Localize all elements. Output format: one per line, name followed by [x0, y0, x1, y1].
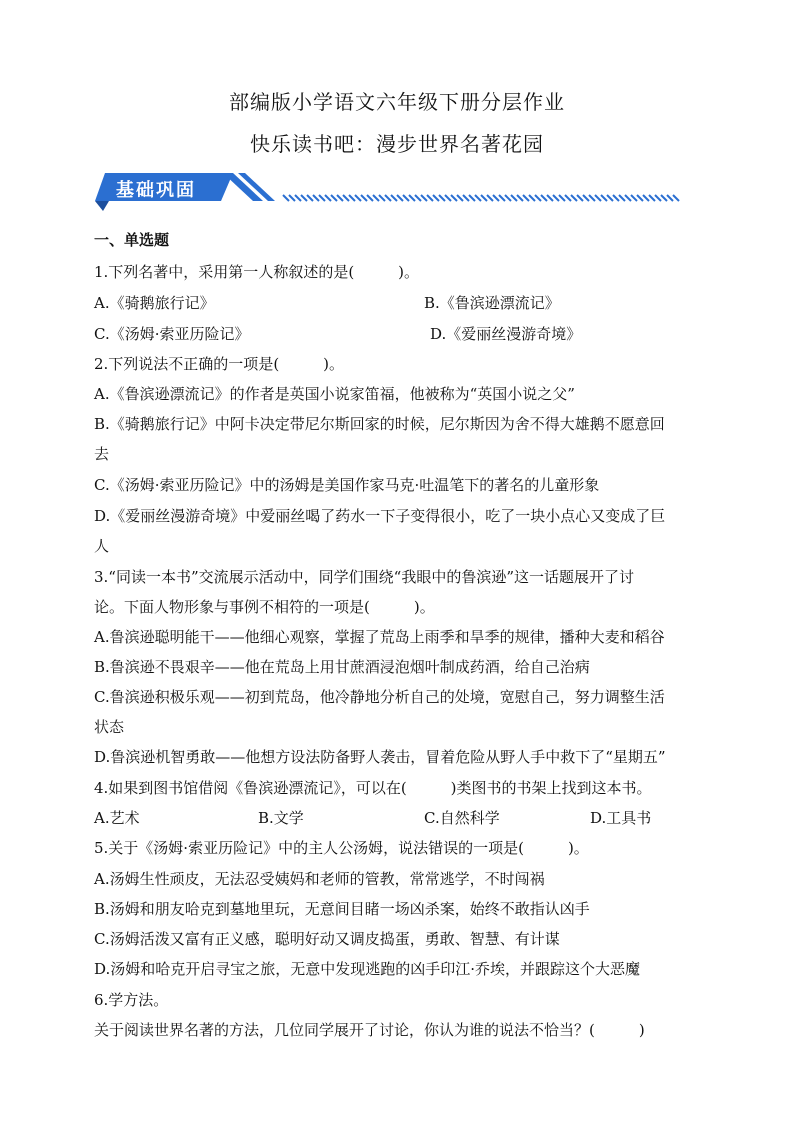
banner-hatch-stripe [535, 195, 541, 201]
question-5-option-c[interactable]: C.汤姆活泼又富有正义感，聪明好动又调皮捣蛋，勇敢、智慧、有计谋 [94, 930, 560, 948]
question-2-option-b[interactable]: B.《骑鹅旅行记》中阿卡决定带尼尔斯回家的时候，尼尔斯因为舍不得大雄鹅不愿意回 [94, 415, 665, 433]
question-3-option-d[interactable]: D.鲁滨逊机智勇敢——他想方设法防备野人袭击，冒着危险从野人手中救下了“星期五” [94, 748, 666, 766]
banner-hatch-stripe [577, 195, 583, 201]
banner-hatch-stripe [559, 195, 565, 201]
banner-hatch-stripe [349, 195, 355, 201]
banner-hatch-stripe [481, 195, 487, 201]
banner-hatch-stripe [547, 195, 553, 201]
banner-hatch-stripe [343, 195, 349, 201]
banner-hatch-stripe [325, 195, 331, 201]
banner-hatch-stripe [295, 195, 301, 201]
banner-hatch-stripe [319, 195, 325, 201]
banner-hatch-stripe [673, 195, 679, 201]
banner-hatch-stripe [307, 195, 313, 201]
question-5-option-d[interactable]: D.汤姆和哈克开启寻宝之旅，无意中发现逃跑的凶手印江·乔埃，并跟踪这个大恶魔 [94, 960, 641, 978]
question-3-stem-line2: 论。下面人物形象与事例不相符的一项是( )。 [94, 598, 435, 616]
question-1-option-b[interactable]: B.《鲁滨逊漂流记》 [424, 294, 560, 312]
question-3-stem-line1: 3.“同读一本书”交流展示活动中，同学们围绕“我眼中的鲁滨逊”这一话题展开了讨 [94, 568, 634, 586]
banner-hatch-stripe [397, 195, 403, 201]
question-2-stem: 2.下列说法不正确的一项是( )。 [94, 355, 345, 373]
question-5-option-a[interactable]: A.汤姆生性顽皮，无法忍受姨妈和老师的管教，常常逃学，不时闯祸 [94, 870, 545, 888]
banner-hatch-stripe [523, 195, 529, 201]
banner-hatch-stripe [655, 195, 661, 201]
page-subtitle: 快乐读书吧：漫步世界名著花园 [250, 132, 544, 156]
question-2-option-d-cont: 人 [94, 537, 110, 555]
question-4-option-d[interactable]: D.工具书 [590, 809, 652, 827]
banner-hatch-stripe [403, 195, 409, 201]
page-title: 部编版小学语文六年级下册分层作业 [229, 90, 565, 114]
banner-hatch-stripe [289, 195, 295, 201]
question-2-option-c[interactable]: C.《汤姆·索亚历险记》中的汤姆是美国作家马克·吐温笔下的著名的儿童形象 [94, 476, 600, 494]
banner-hatch-stripe [331, 195, 337, 201]
banner-hatch-stripe [475, 195, 481, 201]
banner-hatch-stripe [511, 195, 517, 201]
banner-hatch-stripe [613, 195, 619, 201]
banner-hatch-stripe [553, 195, 559, 201]
banner-label: 基础巩固 [116, 180, 196, 201]
banner-hatch-stripe [391, 195, 397, 201]
banner-hatch-stripe [445, 195, 451, 201]
banner-hatch-stripe [427, 195, 433, 201]
banner-hatch-stripe [385, 195, 391, 201]
banner-hatch-stripe [463, 195, 469, 201]
banner-hatch-stripe [649, 195, 655, 201]
question-1-option-a[interactable]: A.《骑鹅旅行记》 [94, 294, 215, 312]
question-3-option-c[interactable]: C.鲁滨逊积极乐观——初到荒岛，他冷静地分析自己的处境，宽慰自己，努力调整生活 [94, 688, 665, 706]
banner-hatch-stripe [355, 195, 361, 201]
banner-hatch-stripe [529, 195, 535, 201]
banner-hatch-stripe [505, 195, 511, 201]
banner-hatch-stripe [601, 195, 607, 201]
question-3-option-b[interactable]: B.鲁滨逊不畏艰辛——他在荒岛上用甘蔗酒浸泡烟叶制成药酒，给自己治病 [94, 658, 590, 676]
banner-hatch-stripe [457, 195, 463, 201]
banner-hatch-stripe [313, 195, 319, 201]
banner-hatch-stripe [619, 195, 625, 201]
banner-hatch-stripe [565, 195, 571, 201]
banner-hatch-stripe [379, 195, 385, 201]
banner-hatch-stripe [487, 195, 493, 201]
banner-hatch-stripe [499, 195, 505, 201]
banner-hatch-stripe [433, 195, 439, 201]
banner-hatch-stripe [451, 195, 457, 201]
banner-hatch-stripe [541, 195, 547, 201]
banner-hatch-stripe [661, 195, 667, 201]
banner-hatch-stripe [589, 195, 595, 201]
question-1-option-d[interactable]: D.《爱丽丝漫游奇境》 [430, 325, 582, 343]
banner-hatch-stripe [283, 195, 289, 201]
banner-hatch-stripe [517, 195, 523, 201]
banner-hatch-stripe [337, 195, 343, 201]
question-2-option-d[interactable]: D.《爱丽丝漫游奇境》中爱丽丝喝了药水一下子变得很小，吃了一块小点心又变成了巨 [94, 507, 666, 525]
banner-hatch-stripe [607, 195, 613, 201]
banner-hatch-stripe [439, 195, 445, 201]
question-4-option-a[interactable]: A.艺术 [94, 809, 140, 827]
banner-hatch-stripe [493, 195, 499, 201]
banner-hatch-stripe [301, 195, 307, 201]
banner-hatch-stripe [571, 195, 577, 201]
banner-hatch-stripe [373, 195, 379, 201]
banner-hatch-stripe [469, 195, 475, 201]
banner-hatch-stripe [409, 195, 415, 201]
banner-hatch-stripe [643, 195, 649, 201]
question-6-sub-stem: 关于阅读世界名著的方法，几位同学展开了讨论，你认为谁的说法不恰当？( ) [94, 1021, 645, 1039]
question-6-stem: 6.学方法。 [94, 991, 169, 1009]
banner-hatch-stripe [595, 195, 601, 201]
question-4-stem: 4.如果到图书馆借阅《鲁滨逊漂流记》，可以在( )类图书的书架上找到这本书。 [94, 779, 652, 797]
question-4-option-b[interactable]: B.文学 [258, 809, 304, 827]
question-2-option-a[interactable]: A.《鲁滨逊漂流记》的作者是英国小说家笛福，他被称为“英国小说之父” [94, 385, 575, 403]
question-4-option-c[interactable]: C.自然科学 [424, 809, 500, 827]
banner-hatch-stripe [361, 195, 367, 201]
banner-hatch-stripe [625, 195, 631, 201]
banner-hatch-stripe [667, 195, 673, 201]
banner-hatch-stripe [631, 195, 637, 201]
question-3-option-a[interactable]: A.鲁滨逊聪明能干——他细心观察，掌握了荒岛上雨季和旱季的规律，播种大麦和稻谷 [94, 628, 665, 646]
question-5-stem: 5.关于《汤姆·索亚历险记》中的主人公汤姆，说法错误的一项是( )。 [94, 839, 589, 857]
section-heading: 一、单选题 [94, 231, 170, 249]
banner-hatch-stripe [421, 195, 427, 201]
banner-hatch-stripe [415, 195, 421, 201]
banner-hatch-stripe [637, 195, 643, 201]
question-1-option-c[interactable]: C.《汤姆·索亚历险记》 [94, 325, 250, 343]
question-5-option-b[interactable]: B.汤姆和朋友哈克到墓地里玩，无意间目睹一场凶杀案，始终不敢指认凶手 [94, 900, 590, 918]
banner-hatch-stripe [367, 195, 373, 201]
banner-hatch-stripe [583, 195, 589, 201]
question-3-option-c-cont: 状态 [94, 718, 125, 736]
question-2-option-b-cont: 去 [94, 445, 110, 463]
question-1-stem: 1.下列名著中，采用第一人称叙述的是( )。 [94, 263, 420, 281]
